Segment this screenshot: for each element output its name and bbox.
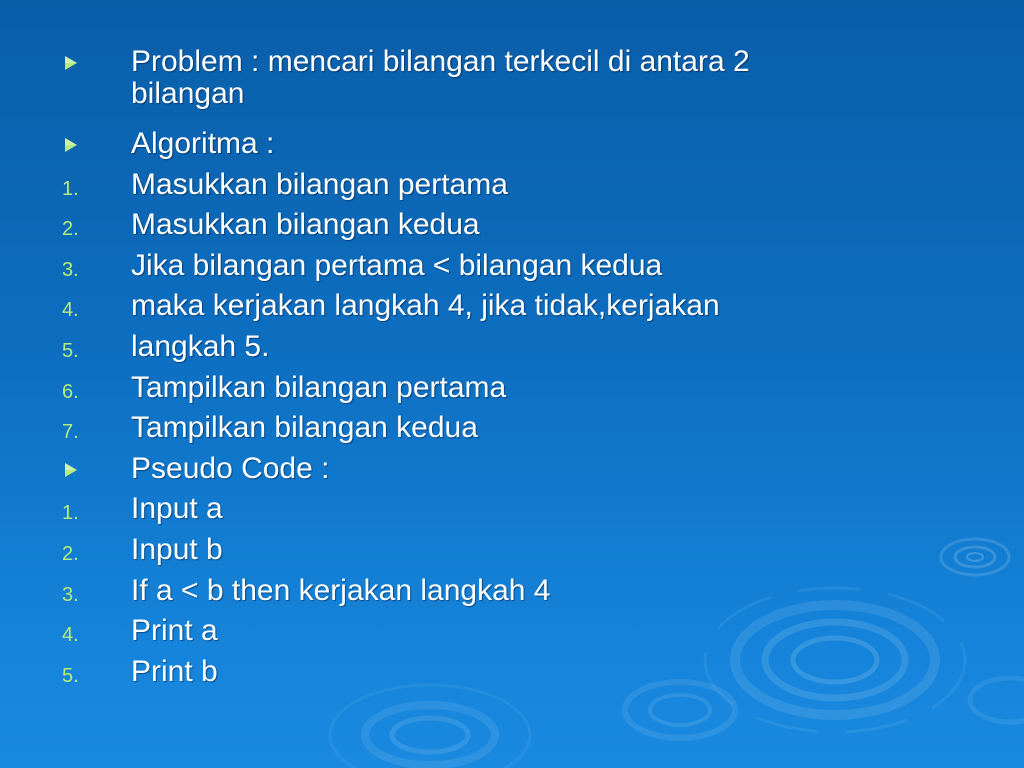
list-item-text: Print a (131, 614, 218, 648)
list-item (0, 128, 1024, 169)
list-number: 5. (62, 339, 79, 362)
list-item (0, 575, 1024, 616)
list-number: 6. (62, 380, 79, 403)
list-item-text: Problem : mencari bilangan terkecil di antara 2 bilangan (131, 45, 750, 110)
list-item (0, 372, 1024, 413)
list-item (0, 46, 1024, 128)
list-number: 1. (62, 502, 79, 525)
list-item (0, 615, 1024, 656)
list-item (0, 331, 1024, 372)
list-item-text: Pseudo Code : (131, 451, 330, 485)
list-number: 2. (62, 542, 79, 565)
list-item-text: Input a (131, 492, 223, 526)
list-number: 5. (62, 664, 79, 687)
list-number: 7. (62, 421, 79, 444)
list-item-text: maka kerjakan langkah 4, jika tidak,kerjakan (131, 289, 720, 323)
list-item (0, 493, 1024, 534)
list-item-text: Tampilkan bilangan pertama (131, 370, 507, 404)
list-number: 4. (62, 624, 79, 647)
list-item-text: langkah 5. (131, 329, 270, 363)
list-item (0, 169, 1024, 210)
list-item (0, 656, 1024, 697)
list-item-text: Input b (131, 532, 223, 566)
list-number: 4. (62, 299, 79, 322)
chevron-right-icon (62, 461, 82, 483)
chevron-right-icon (62, 136, 82, 158)
list-item-text: Jika bilangan pertama < bilangan kedua (131, 248, 663, 282)
list-item-text: Algoritma : (131, 127, 275, 160)
list-item-text: Masukkan bilangan kedua (131, 208, 480, 242)
list-item-text: Masukkan bilangan pertama (131, 167, 508, 201)
list-number: 3. (62, 583, 79, 606)
chevron-right-icon (62, 54, 82, 76)
list-item (0, 534, 1024, 575)
list-item (0, 250, 1024, 291)
list-item-text: Print b (131, 654, 218, 688)
list-number: 1. (62, 177, 79, 200)
list-item-text: If a < b then kerjakan langkah 4 (131, 573, 551, 607)
bullet-list (0, 46, 1024, 696)
list-number: 3. (62, 258, 79, 281)
list-item-text: Tampilkan bilangan kedua (131, 411, 478, 445)
list-item (0, 412, 1024, 453)
list-item (0, 209, 1024, 250)
list-item (0, 290, 1024, 331)
list-number: 2. (62, 218, 79, 241)
list-item (0, 453, 1024, 494)
